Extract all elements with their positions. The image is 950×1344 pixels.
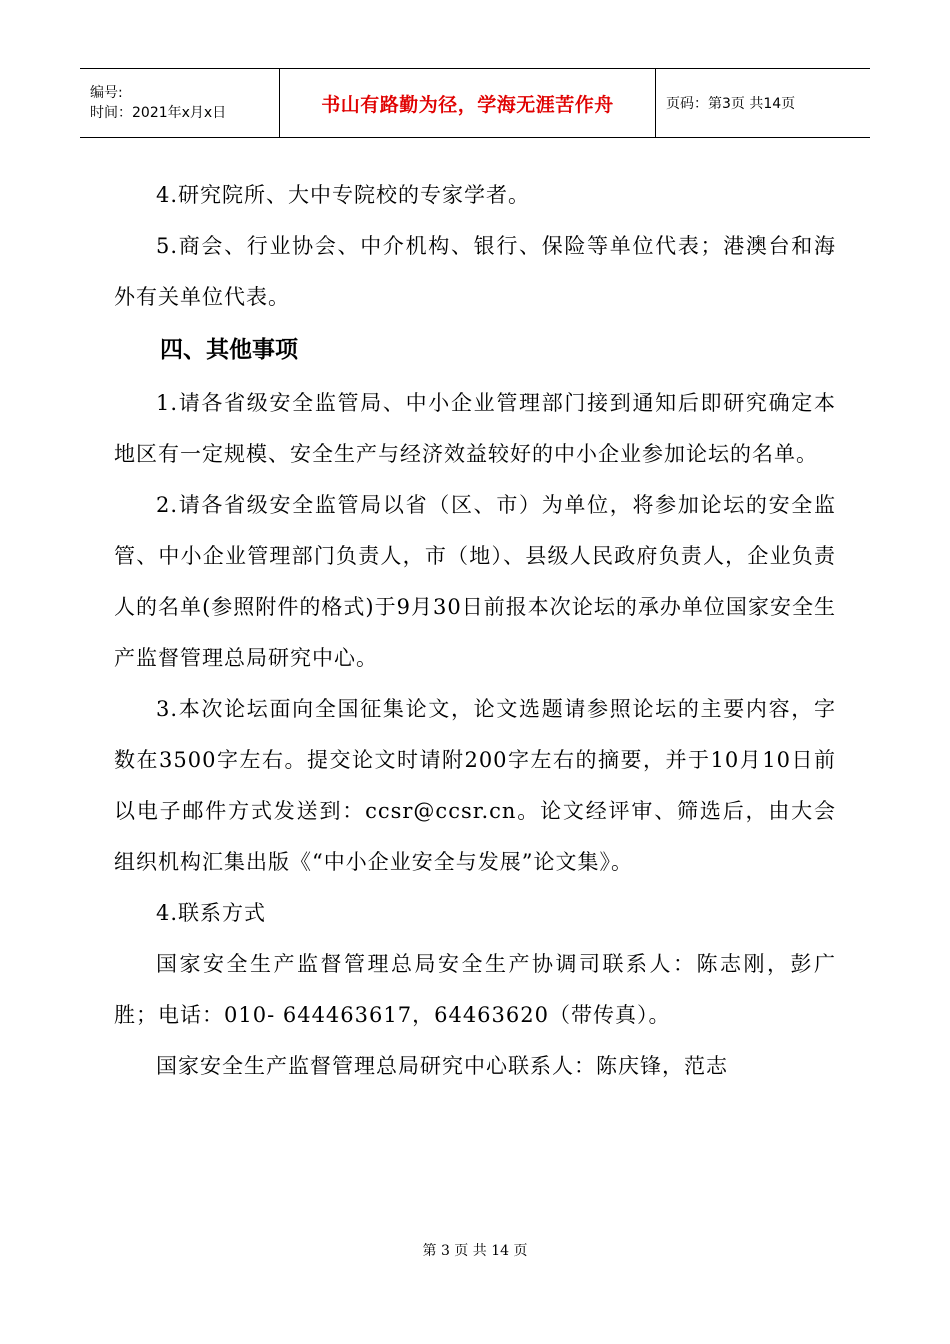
header-date: 时间：2021年x月x日 (90, 105, 227, 121)
header-motto-cell (280, 69, 656, 137)
header-page: 页码：第3页 共14页 (666, 96, 796, 112)
paragraph: 1.请各省级安全监管局、中小企业管理部门接到通知后即研究确定本地区有一定规模、安全生产与经济效益较好的中小企业参加论坛的名单。 (114, 391, 836, 466)
paragraph: 4.研究院所、大中专院校的专家学者。 (156, 183, 531, 207)
page-footer: 第 3 页 共 14 页 (422, 1243, 528, 1259)
paragraph: 国家安全生产监督管理总局研究中心联系人：陈庆锋，范志 (156, 1054, 728, 1078)
header-motto: 书山有路勤为径，学海无涯苦作舟 (321, 93, 614, 116)
paragraph: 3.本次论坛面向全国征集论文，论文选题请参照论坛的主要内容，字数在3500字左右。提交论文时请附200字左右的摘要，并于10月10日前以电子邮件方式发送到：ccsr@ccsr.cn。论文经评审、筛选后，由大会组织机构汇集出版《“中小企业安全与发展”论文集》。 (114, 697, 836, 874)
header-meta (80, 69, 280, 137)
paragraph: 2.请各省级安全监管局以省（区、市）为单位，将参加论坛的安全监管、中小企业管理部门负责人，市（地）、县级人民政府负责人，企业负责人的名单(参照附件的格式)于9月30日前报本次论坛的承办单位国家安全生产监督管理总局研究中心。 (114, 493, 836, 670)
header-page-cell (656, 69, 870, 137)
header-code: 编号: (90, 85, 123, 101)
page-header (80, 68, 870, 138)
paragraph: 4.联系方式 (156, 901, 267, 925)
paragraph: 5.商会、行业协会、中介机构、银行、保险等单位代表；港澳台和海外有关单位代表。 (114, 234, 836, 309)
document-body (114, 170, 836, 1092)
section-heading: 四、其他事项 (160, 337, 298, 363)
paragraph: 国家安全生产监督管理总局安全生产协调司联系人：陈志刚，彭广胜；电话：010- 644463617，64463620（带传真）。 (114, 952, 836, 1027)
